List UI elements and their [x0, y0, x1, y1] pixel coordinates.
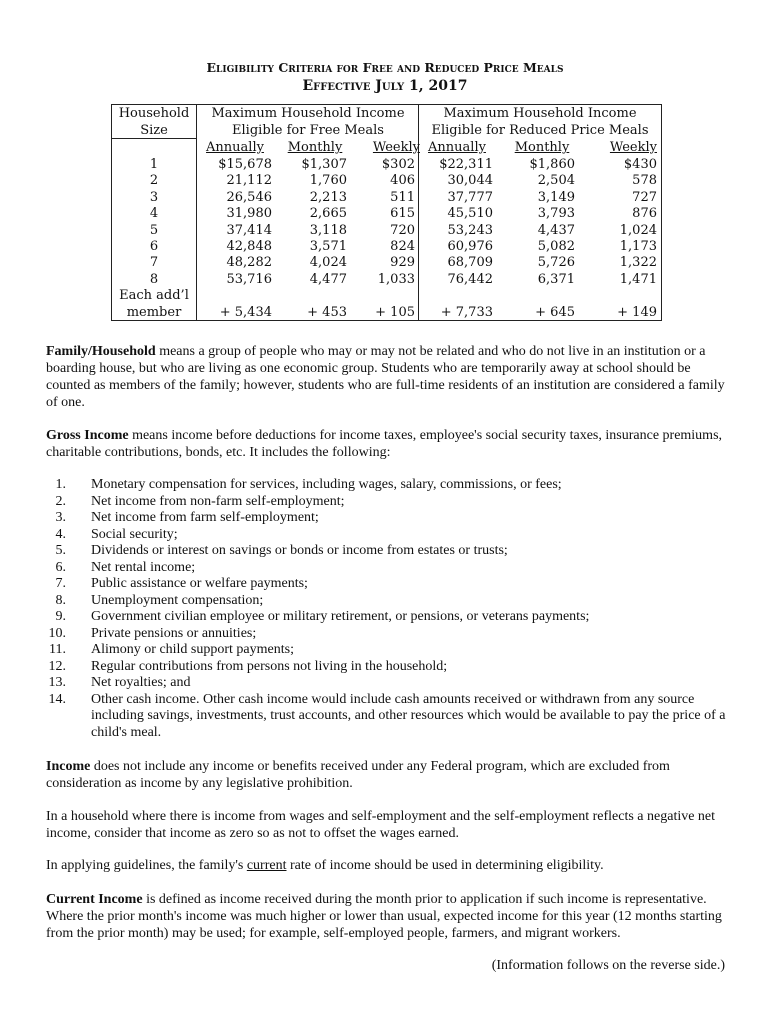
additional-member-label: Each add’l — [119, 288, 189, 304]
free-income-cell: $1,307 — [301, 157, 347, 172]
list-item — [46, 642, 731, 659]
reduced-additional-cell: + 149 — [617, 304, 657, 320]
reverse-side-note: (Information follows on the reverse side.) — [491, 958, 725, 973]
reduced-income-cell: 3,149 — [537, 189, 575, 205]
reduced-income-cell: $430 — [623, 157, 657, 172]
family-household-definition — [46, 343, 731, 411]
reduced-income-cell: 68,709 — [447, 255, 493, 271]
household-size-cell: 3 — [149, 189, 159, 205]
list-item-text: Public assistance or welfare payments; — [91, 576, 308, 591]
list-item-number: 4. — [55, 526, 66, 542]
additional-member-label: member — [126, 304, 182, 320]
list-item — [46, 609, 731, 626]
subheader-reduced-monthly: Monthly — [514, 140, 570, 155]
list-item-text: Net income from farm self-employment; — [91, 510, 319, 525]
list-item — [46, 576, 731, 593]
free-additional-cell: + 5,434 — [219, 304, 272, 320]
reduced-income-cell: 1,322 — [619, 255, 657, 271]
household-size-cell: 1 — [149, 157, 159, 172]
list-item-number: 8. — [55, 592, 66, 608]
gross-income-list — [46, 477, 731, 741]
free-income-cell: 2,665 — [309, 206, 347, 222]
list-item-text: Government civilian employee or military retirement, or pensions, or veterans payments; — [91, 609, 590, 624]
subheader-free-annually: Annually — [206, 140, 264, 155]
reduced-income-cell: 53,243 — [447, 222, 493, 238]
reduced-income-cell: 60,976 — [447, 239, 493, 254]
definition-text: is defined as income received during the month prior to application if such income is representative. Where the prior month's income was much higher or lower than usual, expected income for this year (12 months starting from the prior month) may be used; for example, self-employed people, farmers, and migrant workers. — [46, 892, 722, 941]
list-item-text: Social security; — [91, 526, 178, 542]
list-item-number: 12. — [48, 658, 66, 674]
list-item — [46, 692, 731, 742]
reduced-income-cell: 4,437 — [537, 222, 575, 238]
header-line: Size — [140, 122, 168, 138]
free-income-cell: 720 — [390, 222, 415, 238]
reduced-income-cell: 1,173 — [619, 239, 657, 254]
free-income-cell: 4,024 — [309, 255, 347, 271]
document-effective-date: Effective July 1, 2017 — [302, 78, 468, 94]
definition-text: means income before deductions for income taxes, employee's social security taxes, insurance premiums, charitable contributions, bonds, etc. It includes the following: — [46, 428, 723, 460]
free-income-cell: 3,571 — [309, 239, 347, 254]
header-line: Eligible for Free Meals — [232, 122, 384, 138]
free-meals-header — [198, 106, 418, 139]
table-divider — [196, 105, 197, 320]
gross-income-definition — [46, 427, 731, 461]
household-size-cell: 6 — [149, 239, 159, 254]
free-additional-cell: + 105 — [375, 304, 415, 320]
list-item-text: Other cash income. Other cash income would include cash amounts received or withdrawn from any source including savings, investments, trust accounts, and other resources which would be available to pay the price of a child's meal. — [91, 691, 726, 740]
document-title: Eligibility Criteria for Free and Reduced Price Meals — [206, 60, 564, 75]
list-item-number: 9. — [55, 609, 66, 624]
reduced-income-cell: 5,082 — [537, 239, 575, 254]
reduced-income-cell: 6,371 — [537, 271, 575, 287]
list-item — [46, 543, 731, 560]
reduced-income-cell: 37,777 — [447, 189, 493, 205]
free-income-cell: $15,678 — [218, 157, 272, 172]
header-line: Maximum Household Income — [211, 106, 405, 121]
reduced-income-cell: 45,510 — [447, 206, 493, 222]
list-item-text: Regular contributions from persons not living in the household; — [91, 658, 448, 674]
list-item — [46, 675, 731, 692]
list-item — [46, 626, 731, 643]
reduced-income-cell: $1,860 — [529, 157, 575, 172]
list-item — [46, 477, 731, 494]
income-exclusion-paragraph — [46, 758, 731, 792]
household-size-cell: 7 — [149, 255, 159, 271]
free-income-cell: 4,477 — [309, 271, 347, 287]
reduced-meals-header — [420, 106, 660, 139]
household-size-cell: 2 — [149, 173, 159, 189]
reduced-income-cell: $22,311 — [439, 157, 493, 172]
reduced-income-cell: 1,024 — [619, 222, 657, 238]
subheader-free-monthly: Monthly — [287, 140, 343, 155]
applying-guidelines-paragraph — [46, 857, 731, 874]
header-line: Household — [118, 106, 190, 121]
free-income-cell: 1,760 — [309, 173, 347, 189]
reduced-income-cell: 727 — [632, 189, 657, 205]
header-line: Maximum Household Income — [443, 106, 637, 121]
subheader-free-weekly: Weekly — [372, 140, 420, 155]
reduced-income-cell: 76,442 — [447, 271, 493, 287]
free-income-cell: 615 — [390, 206, 415, 222]
self-employment-paragraph: In a household where there is income from wages and self-employment and the self-employment reflects a negative net income, consider that income as zero so as not to offset the wages earned. — [46, 809, 716, 841]
free-income-cell: 2,213 — [309, 189, 347, 205]
free-income-cell: 824 — [390, 239, 415, 254]
reduced-income-cell: 5,726 — [537, 255, 575, 271]
free-income-cell: 406 — [390, 173, 415, 189]
free-income-cell: 511 — [390, 189, 415, 205]
list-item-text: Net income from non-farm self-employment; — [91, 493, 345, 509]
definition-text: means a group of people who may or may not be related and who do not live in an institution or a boarding house, but who are living as one economic group. Students who are temporarily away at school should be counted as members of the family; however, students who are full-time residents of an institution are considered a family of one. — [46, 344, 725, 410]
list-item-number: 13. — [48, 675, 66, 690]
household-size-cell: 4 — [149, 206, 159, 222]
reduced-additional-cell: + 645 — [535, 304, 575, 320]
list-item-text: Unemployment compensation; — [91, 592, 264, 608]
definition-text: does not include any income or benefits received under any Federal program, which are excluded from consideration as income by any legislative prohibition. — [46, 759, 670, 791]
reduced-income-cell: 30,044 — [447, 173, 493, 189]
list-item — [46, 527, 731, 544]
reduced-income-cell: 2,504 — [537, 173, 575, 189]
list-item-number: 5. — [55, 543, 66, 558]
list-item — [46, 494, 731, 511]
current-income-definition — [46, 891, 731, 942]
text: rate of income should be used in determining eligibility. — [286, 858, 604, 873]
list-item-text: Net rental income; — [91, 559, 196, 575]
free-income-cell: 26,546 — [226, 189, 272, 205]
list-item-text: Alimony or child support payments; — [91, 642, 294, 657]
subheader-reduced-annually: Annually — [428, 140, 486, 155]
table-divider — [418, 105, 419, 320]
reduced-income-cell: 1,471 — [619, 271, 657, 287]
list-item-number: 2. — [55, 493, 66, 509]
list-item-number: 11. — [49, 642, 66, 657]
household-size-header — [112, 106, 196, 139]
subheader-reduced-weekly: Weekly — [609, 140, 657, 155]
list-item-text: Monetary compensation for services, including wages, salary, commissions, or fees; — [91, 477, 562, 492]
term: Income — [46, 759, 91, 774]
text: In applying guidelines, the family's — [46, 858, 247, 873]
list-item-number: 14. — [48, 691, 66, 707]
free-additional-cell: + 453 — [307, 304, 347, 320]
list-item-number: 7. — [55, 576, 66, 591]
free-income-cell: 48,282 — [226, 255, 272, 271]
list-item-number: 1. — [55, 477, 66, 492]
list-item-text: Dividends or interest on savings or bonds or income from estates or trusts; — [91, 543, 508, 558]
household-size-cell: 8 — [149, 271, 159, 287]
free-income-cell: 42,848 — [226, 239, 272, 254]
term: Gross Income — [46, 428, 129, 443]
free-income-cell: 37,414 — [226, 222, 272, 238]
free-income-cell: 53,716 — [226, 271, 272, 287]
term: Family/Household — [46, 344, 156, 359]
list-item — [46, 659, 731, 676]
list-item — [46, 593, 731, 610]
term: Current Income — [46, 892, 143, 907]
list-item — [46, 560, 731, 577]
reduced-additional-cell: + 7,733 — [440, 304, 493, 320]
reduced-income-cell: 578 — [632, 173, 657, 189]
reduced-income-cell: 3,793 — [537, 206, 575, 222]
list-item-number: 3. — [55, 510, 66, 525]
free-income-cell: $302 — [381, 157, 415, 172]
free-income-cell: 31,980 — [226, 206, 272, 222]
free-income-cell: 3,118 — [309, 222, 347, 238]
header-line: Eligible for Reduced Price Meals — [431, 122, 649, 138]
list-item-number: 10. — [48, 625, 66, 641]
free-income-cell: 1,033 — [377, 271, 415, 287]
list-item-number: 6. — [55, 559, 66, 575]
free-income-cell: 929 — [390, 255, 415, 271]
free-income-cell: 21,112 — [226, 173, 272, 189]
list-item-text: Net royalties; and — [91, 675, 191, 690]
reduced-income-cell: 876 — [632, 206, 657, 222]
emphasis-current: current — [246, 858, 287, 873]
list-item-text: Private pensions or annuities; — [91, 625, 257, 641]
household-size-cell: 5 — [149, 222, 159, 238]
eligibility-table — [111, 104, 662, 321]
list-item — [46, 510, 731, 527]
